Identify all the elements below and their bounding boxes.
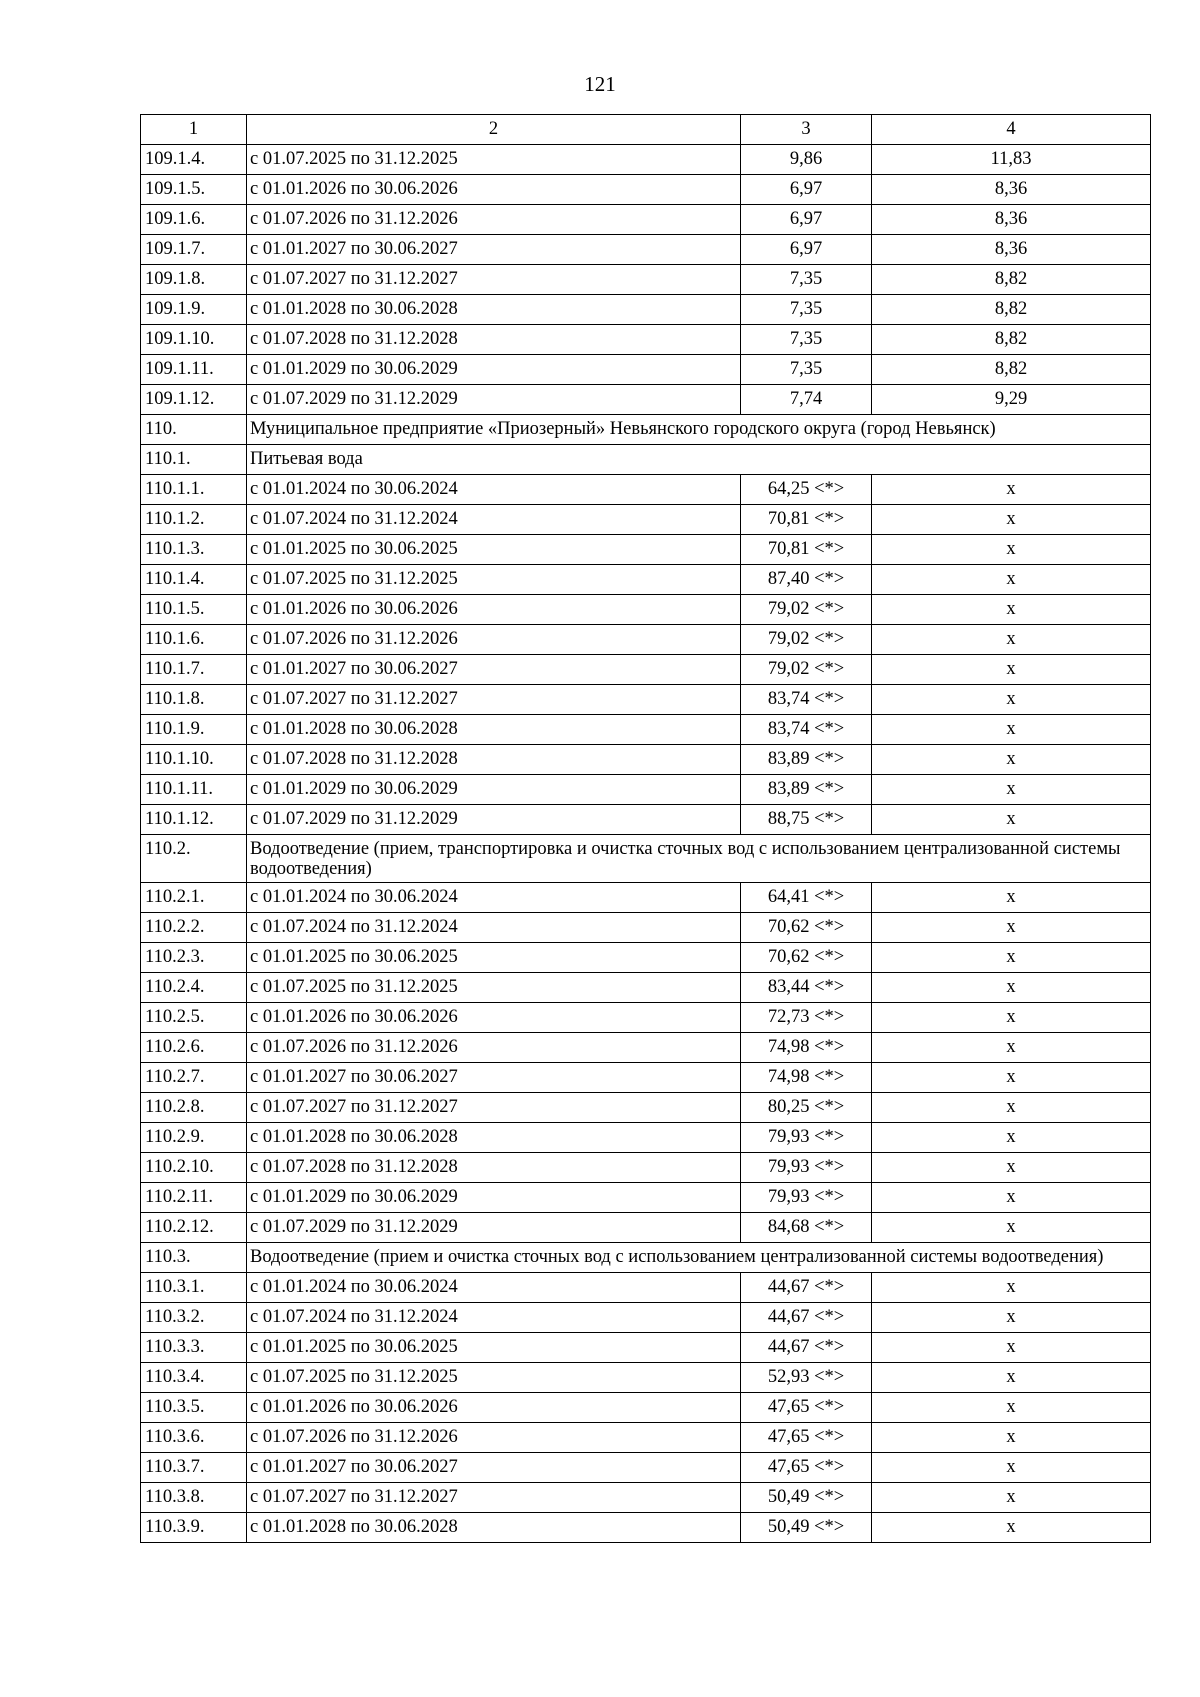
period-cell: с 01.07.2027 по 31.12.2027 bbox=[247, 685, 741, 715]
section-row bbox=[141, 445, 1151, 475]
table-row bbox=[141, 505, 1151, 535]
value-col4-cell: 8,36 bbox=[872, 175, 1151, 205]
row-number: 110.3.5. bbox=[141, 1393, 247, 1423]
value-col3-cell: 70,62 <*> bbox=[741, 913, 872, 943]
value-col4-cell: x bbox=[872, 1003, 1151, 1033]
period-cell: с 01.07.2028 по 31.12.2028 bbox=[247, 745, 741, 775]
value-col3-cell: 50,49 <*> bbox=[741, 1513, 872, 1543]
table-row bbox=[141, 1423, 1151, 1453]
row-number: 110.3.9. bbox=[141, 1513, 247, 1543]
value-col3-cell: 84,68 <*> bbox=[741, 1213, 872, 1243]
table-row bbox=[141, 943, 1151, 973]
value-col3-cell: 79,93 <*> bbox=[741, 1183, 872, 1213]
table-row bbox=[141, 1063, 1151, 1093]
value-col3-cell: 70,62 <*> bbox=[741, 943, 872, 973]
value-col3-cell: 70,81 <*> bbox=[741, 535, 872, 565]
table-row bbox=[141, 1153, 1151, 1183]
value-col3-cell: 79,93 <*> bbox=[741, 1153, 872, 1183]
period-cell: с 01.07.2027 по 31.12.2027 bbox=[247, 1483, 741, 1513]
table-row bbox=[141, 475, 1151, 505]
table-row bbox=[141, 595, 1151, 625]
value-col4-cell: x bbox=[872, 625, 1151, 655]
table-row bbox=[141, 805, 1151, 835]
row-number: 110.2.1. bbox=[141, 883, 247, 913]
row-number: 109.1.9. bbox=[141, 295, 247, 325]
value-col3-cell: 7,35 bbox=[741, 325, 872, 355]
value-col4-cell: 8,82 bbox=[872, 295, 1151, 325]
period-cell: с 01.01.2024 по 30.06.2024 bbox=[247, 883, 741, 913]
period-cell: с 01.01.2028 по 30.06.2028 bbox=[247, 715, 741, 745]
value-col3-cell: 7,35 bbox=[741, 355, 872, 385]
table-row bbox=[141, 175, 1151, 205]
table-row bbox=[141, 1183, 1151, 1213]
row-number: 110.2.12. bbox=[141, 1213, 247, 1243]
table-row bbox=[141, 265, 1151, 295]
row-number: 110.3.4. bbox=[141, 1363, 247, 1393]
value-col4-cell: x bbox=[872, 1183, 1151, 1213]
value-col3-cell: 44,67 <*> bbox=[741, 1273, 872, 1303]
value-col3-cell: 70,81 <*> bbox=[741, 505, 872, 535]
tariff-table bbox=[140, 114, 1151, 1543]
value-col3-cell: 83,89 <*> bbox=[741, 745, 872, 775]
period-cell: с 01.07.2024 по 31.12.2024 bbox=[247, 913, 741, 943]
value-col4-cell: x bbox=[872, 1333, 1151, 1363]
value-col4-cell: 9,29 bbox=[872, 385, 1151, 415]
row-number: 110.1.7. bbox=[141, 655, 247, 685]
row-number: 110.2.11. bbox=[141, 1183, 247, 1213]
period-cell: с 01.01.2028 по 30.06.2028 bbox=[247, 1513, 741, 1543]
table-row bbox=[141, 295, 1151, 325]
page-number: 121 bbox=[584, 72, 616, 96]
value-col4-cell: x bbox=[872, 1273, 1151, 1303]
value-col3-cell: 47,65 <*> bbox=[741, 1423, 872, 1453]
period-cell: с 01.07.2027 по 31.12.2027 bbox=[247, 265, 741, 295]
section-row bbox=[141, 415, 1151, 445]
table-row bbox=[141, 355, 1151, 385]
value-col4-cell: x bbox=[872, 805, 1151, 835]
period-cell: с 01.07.2029 по 31.12.2029 bbox=[247, 1213, 741, 1243]
value-col4-cell: x bbox=[872, 973, 1151, 1003]
table-row bbox=[141, 325, 1151, 355]
value-col4-cell: x bbox=[872, 1153, 1151, 1183]
row-number: 110.1.11. bbox=[141, 775, 247, 805]
value-col4-cell: x bbox=[872, 1393, 1151, 1423]
period-cell: с 01.07.2026 по 31.12.2026 bbox=[247, 205, 741, 235]
row-number: 110.3. bbox=[141, 1243, 247, 1273]
period-cell: с 01.01.2029 по 30.06.2029 bbox=[247, 1183, 741, 1213]
value-col4-cell: x bbox=[872, 1483, 1151, 1513]
value-col4-cell: x bbox=[872, 655, 1151, 685]
value-col3-cell: 74,98 <*> bbox=[741, 1063, 872, 1093]
period-cell: с 01.01.2026 по 30.06.2026 bbox=[247, 1393, 741, 1423]
table-row bbox=[141, 1393, 1151, 1423]
table-row bbox=[141, 1033, 1151, 1063]
row-number: 110.3.2. bbox=[141, 1303, 247, 1333]
section-row bbox=[141, 835, 1151, 883]
section-title: Муниципальное предприятие «Приозерный» Невьянского городского округа (город Невьянск) bbox=[247, 415, 1151, 445]
value-col3-cell: 79,02 <*> bbox=[741, 655, 872, 685]
row-number: 109.1.5. bbox=[141, 175, 247, 205]
period-cell: с 01.07.2025 по 31.12.2025 bbox=[247, 145, 741, 175]
period-cell: с 01.01.2026 по 30.06.2026 bbox=[247, 175, 741, 205]
value-col4-cell: 8,82 bbox=[872, 355, 1151, 385]
row-number: 110.1.10. bbox=[141, 745, 247, 775]
period-cell: с 01.01.2027 по 30.06.2027 bbox=[247, 235, 741, 265]
row-number: 110.2.5. bbox=[141, 1003, 247, 1033]
value-col4-cell: x bbox=[872, 1513, 1151, 1543]
value-col3-cell: 6,97 bbox=[741, 205, 872, 235]
value-col4-cell: x bbox=[872, 1213, 1151, 1243]
value-col3-cell: 47,65 <*> bbox=[741, 1453, 872, 1483]
value-col3-cell: 87,40 <*> bbox=[741, 565, 872, 595]
row-number: 110.2.7. bbox=[141, 1063, 247, 1093]
value-col3-cell: 44,67 <*> bbox=[741, 1303, 872, 1333]
row-number: 109.1.8. bbox=[141, 265, 247, 295]
table-row bbox=[141, 1483, 1151, 1513]
value-col3-cell: 64,25 <*> bbox=[741, 475, 872, 505]
row-number: 110.3.8. bbox=[141, 1483, 247, 1513]
period-cell: с 01.01.2028 по 30.06.2028 bbox=[247, 295, 741, 325]
value-col4-cell: x bbox=[872, 595, 1151, 625]
value-col4-cell: x bbox=[872, 1063, 1151, 1093]
table-row bbox=[141, 1303, 1151, 1333]
period-cell: с 01.07.2027 по 31.12.2027 bbox=[247, 1093, 741, 1123]
table-row bbox=[141, 625, 1151, 655]
row-number: 110.3.6. bbox=[141, 1423, 247, 1453]
row-number: 110.1.4. bbox=[141, 565, 247, 595]
row-number: 110.2.4. bbox=[141, 973, 247, 1003]
value-col3-cell: 79,02 <*> bbox=[741, 595, 872, 625]
value-col3-cell: 7,74 bbox=[741, 385, 872, 415]
row-number: 109.1.4. bbox=[141, 145, 247, 175]
period-cell: с 01.01.2029 по 30.06.2029 bbox=[247, 775, 741, 805]
value-col3-cell: 50,49 <*> bbox=[741, 1483, 872, 1513]
period-cell: с 01.07.2026 по 31.12.2026 bbox=[247, 1423, 741, 1453]
period-cell: с 01.07.2026 по 31.12.2026 bbox=[247, 625, 741, 655]
period-cell: с 01.07.2024 по 31.12.2024 bbox=[247, 505, 741, 535]
tariff-table-body bbox=[141, 115, 1151, 1543]
period-cell: с 01.01.2025 по 30.06.2025 bbox=[247, 943, 741, 973]
period-cell: с 01.01.2025 по 30.06.2025 bbox=[247, 535, 741, 565]
value-col4-cell: x bbox=[872, 475, 1151, 505]
period-cell: с 01.07.2028 по 31.12.2028 bbox=[247, 1153, 741, 1183]
row-number: 110.1.6. bbox=[141, 625, 247, 655]
row-number: 110.1.12. bbox=[141, 805, 247, 835]
row-number: 110.1. bbox=[141, 445, 247, 475]
table-row bbox=[141, 205, 1151, 235]
value-col4-cell: 8,82 bbox=[872, 265, 1151, 295]
header-cell-4: 4 bbox=[872, 115, 1151, 145]
table-row bbox=[141, 745, 1151, 775]
section-title: Питьевая вода bbox=[247, 445, 1151, 475]
table-row bbox=[141, 1453, 1151, 1483]
value-col3-cell: 79,02 <*> bbox=[741, 625, 872, 655]
row-number: 109.1.7. bbox=[141, 235, 247, 265]
value-col3-cell: 83,89 <*> bbox=[741, 775, 872, 805]
value-col3-cell: 64,41 <*> bbox=[741, 883, 872, 913]
period-cell: с 01.07.2025 по 31.12.2025 bbox=[247, 565, 741, 595]
value-col4-cell: x bbox=[872, 745, 1151, 775]
value-col4-cell: x bbox=[872, 913, 1151, 943]
value-col4-cell: 8,36 bbox=[872, 205, 1151, 235]
row-number: 110.1.3. bbox=[141, 535, 247, 565]
value-col4-cell: x bbox=[872, 565, 1151, 595]
value-col4-cell: x bbox=[872, 943, 1151, 973]
row-number: 109.1.6. bbox=[141, 205, 247, 235]
value-col4-cell: x bbox=[872, 1033, 1151, 1063]
table-row bbox=[141, 1003, 1151, 1033]
value-col4-cell: x bbox=[872, 1093, 1151, 1123]
value-col3-cell: 47,65 <*> bbox=[741, 1393, 872, 1423]
table-row bbox=[141, 775, 1151, 805]
period-cell: с 01.07.2029 по 31.12.2029 bbox=[247, 385, 741, 415]
value-col4-cell: x bbox=[872, 883, 1151, 913]
header-cell-3: 3 bbox=[741, 115, 872, 145]
value-col3-cell: 83,74 <*> bbox=[741, 685, 872, 715]
period-cell: с 01.01.2029 по 30.06.2029 bbox=[247, 355, 741, 385]
period-cell: с 01.01.2028 по 30.06.2028 bbox=[247, 1123, 741, 1153]
row-number: 110.1.5. bbox=[141, 595, 247, 625]
period-cell: с 01.01.2024 по 30.06.2024 bbox=[247, 1273, 741, 1303]
period-cell: с 01.07.2024 по 31.12.2024 bbox=[247, 1303, 741, 1333]
value-col3-cell: 9,86 bbox=[741, 145, 872, 175]
table-row bbox=[141, 235, 1151, 265]
header-cell-1: 1 bbox=[141, 115, 247, 145]
table-row bbox=[141, 883, 1151, 913]
table-row bbox=[141, 1363, 1151, 1393]
table-row bbox=[141, 715, 1151, 745]
value-col3-cell: 80,25 <*> bbox=[741, 1093, 872, 1123]
row-number: 110.3.3. bbox=[141, 1333, 247, 1363]
row-number: 110.2.3. bbox=[141, 943, 247, 973]
table-row bbox=[141, 913, 1151, 943]
value-col4-cell: 8,36 bbox=[872, 235, 1151, 265]
period-cell: с 01.01.2026 по 30.06.2026 bbox=[247, 1003, 741, 1033]
value-col3-cell: 83,74 <*> bbox=[741, 715, 872, 745]
row-number: 110.2. bbox=[141, 835, 247, 883]
period-cell: с 01.01.2027 по 30.06.2027 bbox=[247, 655, 741, 685]
header-cell-2: 2 bbox=[247, 115, 741, 145]
section-row bbox=[141, 1243, 1151, 1273]
value-col4-cell: x bbox=[872, 1453, 1151, 1483]
table-row bbox=[141, 1333, 1151, 1363]
period-cell: с 01.01.2027 по 30.06.2027 bbox=[247, 1453, 741, 1483]
value-col4-cell: x bbox=[872, 1303, 1151, 1333]
row-number: 110.2.6. bbox=[141, 1033, 247, 1063]
row-number: 110.2.10. bbox=[141, 1153, 247, 1183]
period-cell: с 01.01.2026 по 30.06.2026 bbox=[247, 595, 741, 625]
value-col3-cell: 52,93 <*> bbox=[741, 1363, 872, 1393]
value-col3-cell: 83,44 <*> bbox=[741, 973, 872, 1003]
period-cell: с 01.01.2024 по 30.06.2024 bbox=[247, 475, 741, 505]
period-cell: с 01.01.2025 по 30.06.2025 bbox=[247, 1333, 741, 1363]
row-number: 110.2.8. bbox=[141, 1093, 247, 1123]
value-col4-cell: x bbox=[872, 505, 1151, 535]
value-col4-cell: x bbox=[872, 775, 1151, 805]
row-number: 110.3.7. bbox=[141, 1453, 247, 1483]
period-cell: с 01.07.2026 по 31.12.2026 bbox=[247, 1033, 741, 1063]
row-number: 109.1.12. bbox=[141, 385, 247, 415]
row-number: 110.2.9. bbox=[141, 1123, 247, 1153]
value-col3-cell: 7,35 bbox=[741, 265, 872, 295]
period-cell: с 01.07.2028 по 31.12.2028 bbox=[247, 325, 741, 355]
table-row bbox=[141, 1213, 1151, 1243]
table-row bbox=[141, 145, 1151, 175]
row-number: 109.1.11. bbox=[141, 355, 247, 385]
value-col3-cell: 6,97 bbox=[741, 235, 872, 265]
value-col3-cell: 88,75 <*> bbox=[741, 805, 872, 835]
period-cell: с 01.07.2025 по 31.12.2025 bbox=[247, 973, 741, 1003]
table-row bbox=[141, 973, 1151, 1003]
row-number: 110. bbox=[141, 415, 247, 445]
value-col3-cell: 6,97 bbox=[741, 175, 872, 205]
period-cell: с 01.01.2027 по 30.06.2027 bbox=[247, 1063, 741, 1093]
value-col4-cell: x bbox=[872, 1123, 1151, 1153]
value-col4-cell: 8,82 bbox=[872, 325, 1151, 355]
value-col4-cell: x bbox=[872, 535, 1151, 565]
value-col4-cell: x bbox=[872, 715, 1151, 745]
table-row bbox=[141, 655, 1151, 685]
value-col4-cell: 11,83 bbox=[872, 145, 1151, 175]
value-col3-cell: 72,73 <*> bbox=[741, 1003, 872, 1033]
value-col4-cell: x bbox=[872, 1423, 1151, 1453]
row-number: 110.2.2. bbox=[141, 913, 247, 943]
row-number: 110.1.2. bbox=[141, 505, 247, 535]
table-row bbox=[141, 385, 1151, 415]
value-col4-cell: x bbox=[872, 1363, 1151, 1393]
section-title: Водоотведение (прием и очистка сточных вод с использованием централизованной системы водоотведения) bbox=[247, 1243, 1151, 1273]
table-row bbox=[141, 1123, 1151, 1153]
table-row bbox=[141, 1273, 1151, 1303]
section-title: Водоотведение (прием, транспортировка и очистка сточных вод с использованием централизованной системы водоотведения) bbox=[247, 835, 1151, 883]
table-row bbox=[141, 535, 1151, 565]
row-number: 110.1.8. bbox=[141, 685, 247, 715]
table-row bbox=[141, 1513, 1151, 1543]
period-cell: с 01.07.2029 по 31.12.2029 bbox=[247, 805, 741, 835]
value-col4-cell: x bbox=[872, 685, 1151, 715]
table-row bbox=[141, 685, 1151, 715]
value-col3-cell: 74,98 <*> bbox=[741, 1033, 872, 1063]
period-cell: с 01.07.2025 по 31.12.2025 bbox=[247, 1363, 741, 1393]
value-col3-cell: 79,93 <*> bbox=[741, 1123, 872, 1153]
table-header-row bbox=[141, 115, 1151, 145]
value-col3-cell: 7,35 bbox=[741, 295, 872, 325]
value-col3-cell: 44,67 <*> bbox=[741, 1333, 872, 1363]
row-number: 110.3.1. bbox=[141, 1273, 247, 1303]
table-row bbox=[141, 565, 1151, 595]
row-number: 110.1.1. bbox=[141, 475, 247, 505]
table-row bbox=[141, 1093, 1151, 1123]
row-number: 109.1.10. bbox=[141, 325, 247, 355]
row-number: 110.1.9. bbox=[141, 715, 247, 745]
